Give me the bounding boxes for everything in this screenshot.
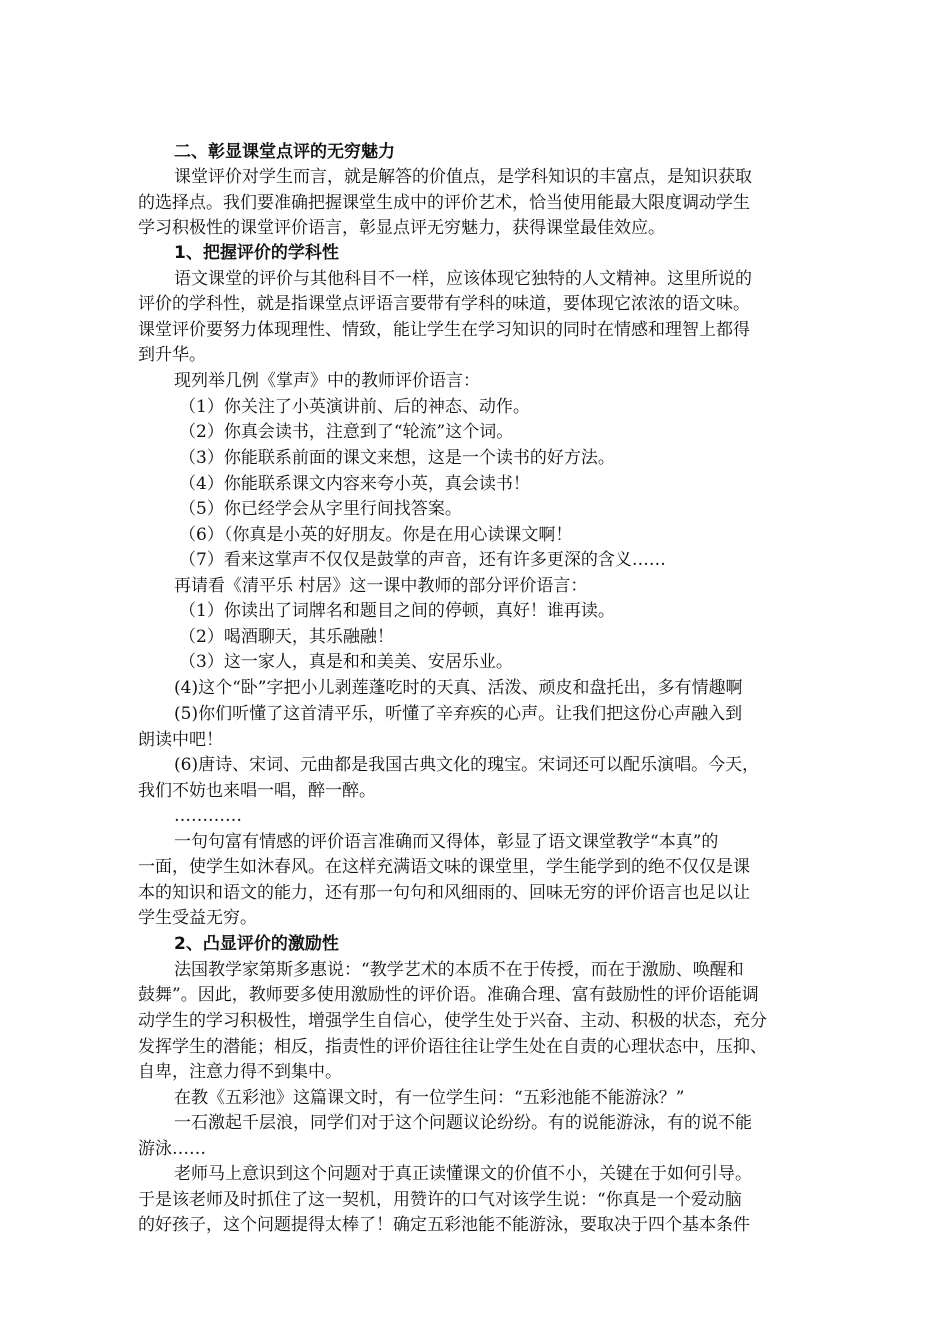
text-line: (4)这个“卧”字把小儿剥莲蓬吃时的天真、活泼、顽皮和盘托出，多有情趣啊 — [174, 678, 743, 698]
text-line: （2）喝酒聊天，其乐融融！ — [179, 627, 394, 647]
text-line: （7）看来这掌声不仅仅是鼓掌的声音，还有许多更深的含义…… — [179, 550, 666, 570]
text-line: 一石激起千层浪，同学们对于这个问题议论纷纷。有的说能游泳，有的说不能 — [174, 1113, 752, 1133]
text-line: 一句句富有情感的评价语言准确而又得体，彰显了语文课堂教学“本真”的 — [174, 832, 719, 852]
text-line: 的好孩子，这个问题提得太棒了！确定五彩池能不能游泳，要取决于四个基本条件 — [138, 1215, 750, 1235]
text-line: 法国教学家第斯多惠说：“教学艺术的本质不在于传授，而在于激励、唤醒和 — [174, 960, 744, 980]
section-heading: 2、凸显评价的激励性 — [174, 934, 339, 954]
text-line: 自卑，注意力得不到集中。 — [138, 1062, 342, 1082]
text-line: ………… — [174, 806, 242, 826]
text-line: 发挥学生的潜能；相反，指责性的评价语往往让学生处在自责的心理状态中，压抑、 — [138, 1037, 767, 1057]
text-line: 再请看《清平乐 村居》这一课中教师的部分评价语言： — [174, 576, 588, 596]
text-line: 学习积极性的课堂评价语言，彰显点评无穷魅力，获得课堂最佳效应。 — [138, 218, 665, 238]
section-heading: 二、彰显课堂点评的无穷魅力 — [174, 142, 395, 162]
text-line: 鼓舞”。因此，教师要多使用激励性的评价语。准确合理、富有鼓励性的评价语能调 — [138, 985, 759, 1005]
text-line: （3）你能联系前面的课文来想，这是一个读书的好方法。 — [179, 448, 615, 468]
text-line: 学生受益无穷。 — [138, 908, 257, 928]
text-line: 于是该老师及时抓住了这一契机，用赞许的口气对该学生说：“你真是一个爱动脑 — [138, 1190, 742, 1210]
text-line: 一面，使学生如沐春风。在这样充满语文味的课堂里，学生能学到的绝不仅仅是课 — [138, 857, 750, 877]
text-line: （4）你能联系课文内容来夸小英，真会读书！ — [179, 474, 530, 494]
text-line: （1）你关注了小英演讲前、后的神态、动作。 — [179, 397, 530, 417]
text-line: （2）你真会读书，注意到了“轮流”这个词。 — [179, 422, 514, 442]
text-line: 语文课堂的评价与其他科目不一样，应该体现它独特的人文精神。这里所说的 — [174, 269, 752, 289]
text-line: （6）（你真是小英的好朋友。你是在用心读课文啊！ — [179, 525, 573, 545]
text-line: 动学生的学习积极性，增强学生自信心，使学生处于兴奋、主动、积极的状态，充分 — [138, 1011, 767, 1031]
text-line: 老师马上意识到这个问题对于真正读懂课文的价值不小，关键在于如何引导。 — [174, 1164, 752, 1184]
text-line: 评价的学科性，就是指课堂点评语言要带有学科的味道，要体现它浓浓的语文味。 — [138, 294, 750, 314]
text-line: 我们不妨也来唱一唱，醉一醉。 — [138, 781, 376, 801]
text-line: 在教《五彩池》这篇课文时，有一位学生问：“五彩池能不能游泳？” — [174, 1088, 685, 1108]
text-line: 游泳…… — [138, 1139, 206, 1159]
text-line: （1）你读出了词牌名和题目之间的停顿，真好！谁再读。 — [179, 601, 615, 621]
text-line: 课堂评价要努力体现理性、情致，能让学生在学习知识的同时在情感和理智上都得 — [138, 320, 750, 340]
text-line: 课堂评价对学生而言，就是解答的价值点，是学科知识的丰富点，是知识获取 — [174, 167, 752, 187]
text-line: (5)你们听懂了这首清平乐，听懂了辛弃疾的心声。让我们把这份心声融入到 — [174, 704, 743, 724]
text-line: 到升华。 — [138, 345, 206, 365]
text-line: （5）你已经学会从字里行间找答案。 — [179, 499, 462, 519]
text-line: 本的知识和语文的能力，还有那一句句和风细雨的、回味无穷的评价语言也足以让 — [138, 883, 750, 903]
text-line: 现列举几例《掌声》中的教师评价语言： — [174, 371, 480, 391]
section-heading: 1、把握评价的学科性 — [174, 243, 339, 263]
text-line: (6)唐诗、宋词、元曲都是我国古典文化的瑰宝。宋词还可以配乐演唱。今天， — [174, 755, 760, 775]
text-line: （3）这一家人，真是和和美美、安居乐业。 — [179, 652, 513, 672]
text-line: 的选择点。我们要准确把握课堂生成中的评价艺术，恰当使用能最大限度调动学生 — [138, 193, 750, 213]
text-line: 朗读中吧！ — [138, 730, 223, 750]
